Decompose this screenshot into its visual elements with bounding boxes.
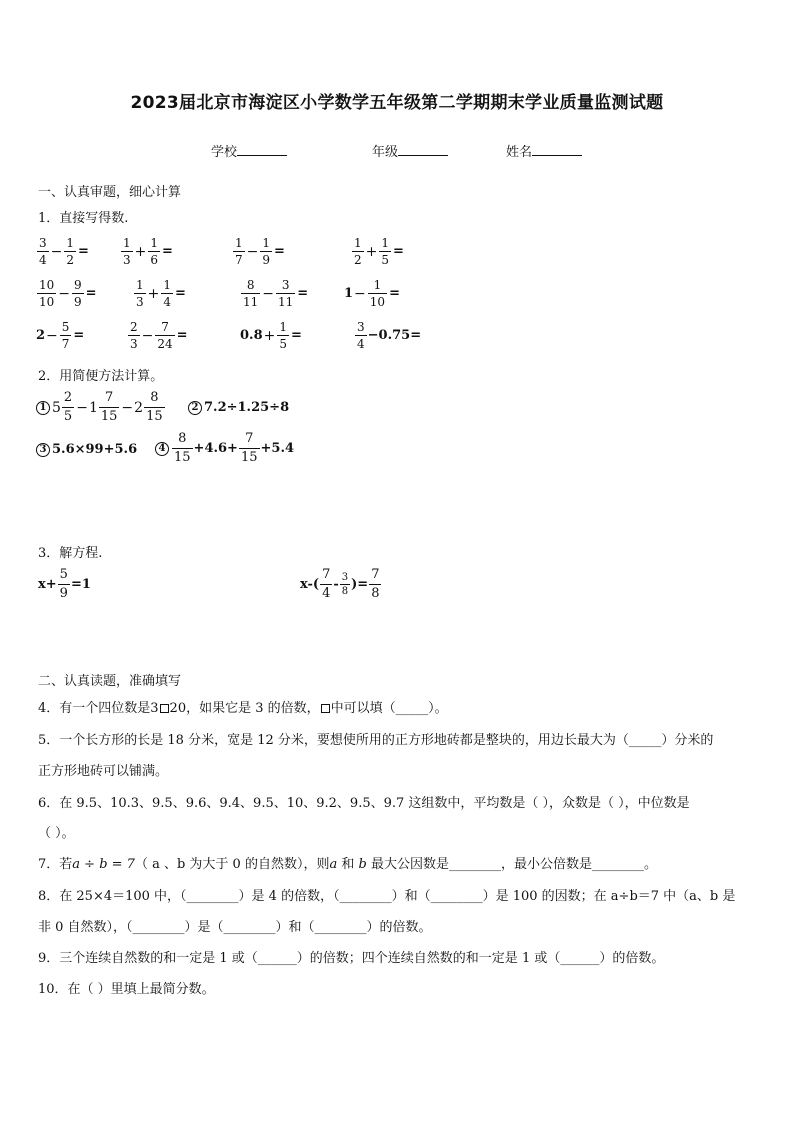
q1-item-10: $\frac{2}{3}$ − $\frac{7}{24}$ = bbox=[130, 320, 188, 351]
circled-number: 1 bbox=[36, 401, 50, 415]
q1-item-12: $\frac{3}{4}$ −0.75= bbox=[357, 320, 422, 351]
question-5-line-1: 5．一个长方形的长是 18 分米，宽是 12 分米，要想使所用的正方形地砖都是整块的，用边长最大为（_____）分米的 bbox=[38, 733, 714, 748]
q1-item-6: $\frac{1}{3}$ + $\frac{1}{4}$ = bbox=[136, 278, 186, 309]
q1-item-5: $\frac{10}{10}$ − $\frac{9}{9}$ = bbox=[39, 278, 97, 309]
question-10: 10．在（ ）里填上最简分数。 bbox=[38, 982, 215, 997]
q1-prompt: 1．直接写得数. bbox=[38, 211, 129, 226]
q1-item-8: 1 − $\frac{1}{10}$ = bbox=[344, 278, 400, 309]
circled-number: 3 bbox=[36, 443, 50, 457]
q3-equation-2: x-( $\frac{7}{4}$ - $\frac{3}{8}$ )= $\frac{7}{8}$ bbox=[300, 567, 380, 601]
box-placeholder-icon bbox=[160, 704, 169, 713]
question-8-line-2: 非 0 自然数），（________）是（________）和（________）的倍数。 bbox=[38, 920, 432, 935]
school-blank[interactable] bbox=[237, 143, 287, 156]
school-label: 学校 bbox=[211, 145, 238, 160]
q2-prompt: 2．用简便方法计算。 bbox=[38, 369, 164, 384]
section1-heading: 一、认真审题，细心计算 bbox=[38, 185, 182, 200]
question-5-line-2: 正方形地砖可以铺满。 bbox=[38, 764, 169, 779]
q1-item-2: $\frac{1}{3}$ + $\frac{1}{6}$ = bbox=[123, 236, 173, 267]
question-6-line-2: （ ）。 bbox=[38, 826, 75, 841]
page-title: 2023届北京市海淀区小学数学五年级第二学期期末学业质量监测试题 bbox=[130, 93, 664, 113]
box-placeholder-icon bbox=[321, 704, 330, 713]
school-field[interactable] bbox=[211, 141, 287, 160]
q1-item-11: 0.8 + $\frac{1}{5}$ = bbox=[240, 320, 302, 351]
q1-item-9: 2 − $\frac{5}{7}$ = bbox=[36, 320, 85, 351]
question-4: 4．有一个四位数是3 20，如果它是 3 的倍数， 中可以填（_____）。 bbox=[38, 701, 448, 716]
q2-item-4: 4 $\frac{8}{15}$ +4.6+ $\frac{7}{15}$ +5.4 bbox=[155, 431, 294, 466]
name-field[interactable] bbox=[506, 141, 582, 160]
grade-label: 年级 bbox=[372, 145, 399, 160]
question-7: 7．若a ÷ b = 7（ a 、b 为大于 0 的自然数），则a 和 b 最大公因数是________，最小公倍数是________。 bbox=[38, 857, 657, 872]
q1-item-3: $\frac{1}{7}$ − $\frac{1}{9}$ = bbox=[235, 236, 285, 267]
name-label: 姓名 bbox=[506, 145, 533, 160]
section2-heading: 二、认真读题，准确填写 bbox=[38, 674, 182, 689]
name-blank[interactable] bbox=[532, 143, 582, 156]
q2-item-3: 3 5.6×99+5.6 bbox=[36, 442, 137, 457]
grade-field[interactable] bbox=[372, 141, 448, 160]
question-8-line-1: 8．在 25×4＝100 中，（________）是 4 的倍数，（________）和（________）是 100 的因数；在 a÷b＝7 中（a、b 是 bbox=[38, 889, 736, 904]
q1-item-7: $\frac{8}{11}$ − $\frac{3}{11}$ = bbox=[243, 278, 309, 309]
question-9: 9．三个连续自然数的和一定是 1 或（______）的倍数；四个连续自然数的和一定是 1 或（______）的倍数。 bbox=[38, 951, 665, 966]
q1-item-1: $\frac{3}{4}$ − $\frac{1}{2}$ = bbox=[39, 236, 89, 267]
q3-equation-1: x+ $\frac{5}{9}$ =1 bbox=[38, 567, 91, 601]
q2-item-2: 2 7.2÷1.25÷8 bbox=[188, 400, 289, 415]
circled-number: 2 bbox=[188, 401, 202, 415]
question-6-line-1: 6．在 9.5、10.3、9.5、9.6、9.4、9.5、10、9.2、9.5、9.7 这组数中，平均数是（ ），众数是（ ），中位数是 bbox=[38, 796, 690, 811]
grade-blank[interactable] bbox=[398, 143, 448, 156]
q3-prompt: 3．解方程. bbox=[38, 546, 103, 561]
q1-item-4: $\frac{1}{2}$ + $\frac{1}{5}$ = bbox=[354, 236, 404, 267]
q2-item-1: 1 5 $\frac{2}{5}$ − 1 $\frac{7}{15}$ − 2 $\frac{8}{15}$ bbox=[36, 390, 166, 425]
circled-number: 4 bbox=[155, 442, 169, 456]
